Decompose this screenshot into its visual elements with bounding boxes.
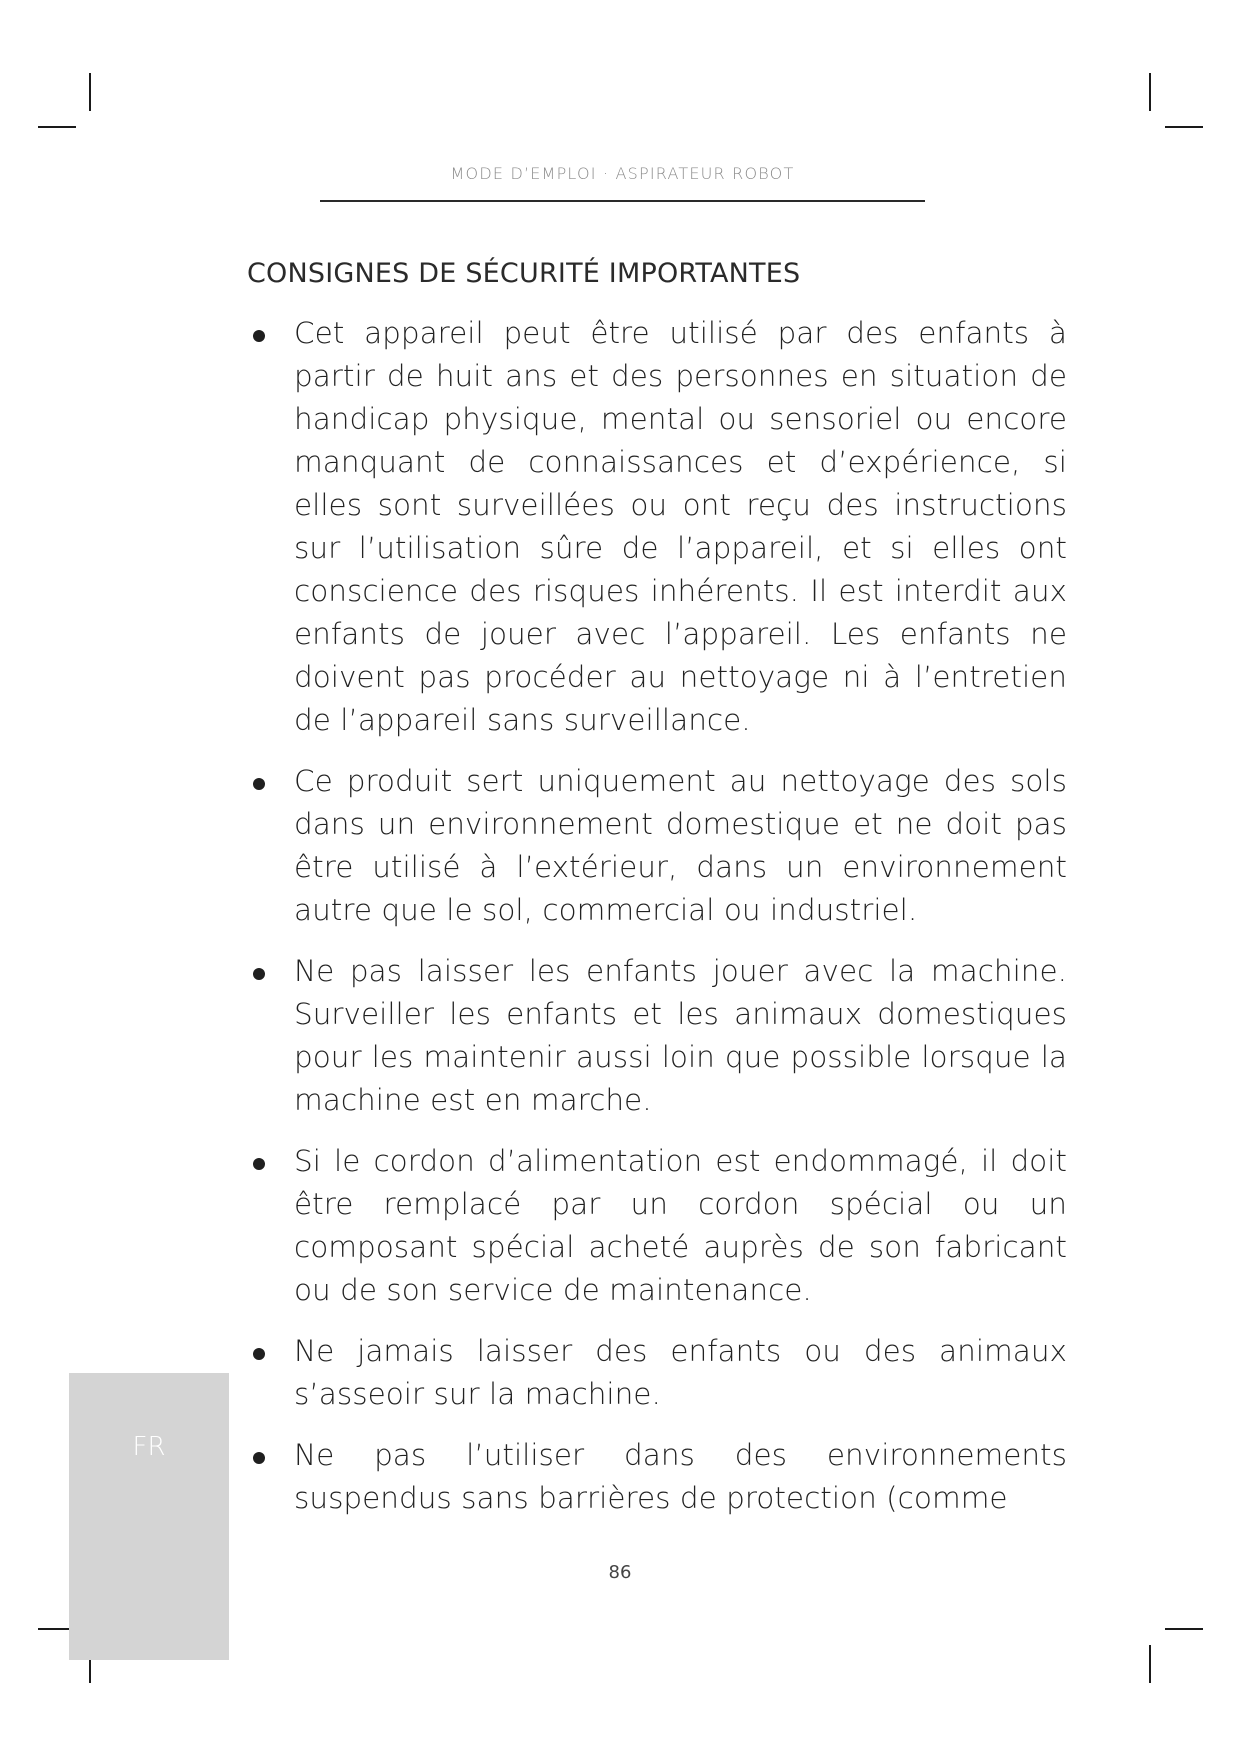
page-number: 86 bbox=[608, 1562, 632, 1583]
language-tab bbox=[69, 1373, 229, 1660]
section-heading: CONSIGNES DE SÉCURITÉ IMPORTANTES bbox=[247, 258, 801, 289]
language-label: FR bbox=[132, 1432, 166, 1462]
bullet-icon bbox=[253, 1348, 265, 1360]
list-item bbox=[247, 950, 1067, 1122]
safety-instructions-list bbox=[247, 312, 1067, 1538]
bullet-icon bbox=[253, 968, 265, 980]
bullet-icon bbox=[253, 330, 265, 342]
crop-mark-top-left-horizontal bbox=[38, 126, 76, 128]
crop-mark-top-right-vertical bbox=[1149, 73, 1151, 111]
list-item-text: Si le cordon d’alimentation est endommagé, il doit être remplacé par un cordon spécial ou un composant spécial acheté auprès de son fabricant ou de son service de maintenance. bbox=[294, 1144, 1067, 1307]
list-item bbox=[247, 1140, 1067, 1312]
header-rule bbox=[320, 200, 925, 202]
crop-mark-bottom-right-horizontal bbox=[1165, 1628, 1203, 1630]
list-item-text: Ne jamais laisser des enfants ou des animaux s’asseoir sur la machine. bbox=[294, 1334, 1067, 1411]
bullet-icon bbox=[253, 778, 265, 790]
list-item-text: Ne pas l’utiliser dans des environnements suspendus sans barrières de protection (comme bbox=[294, 1438, 1067, 1515]
list-item bbox=[247, 312, 1067, 742]
list-item bbox=[247, 1434, 1067, 1520]
list-item bbox=[247, 760, 1067, 932]
list-item bbox=[247, 1330, 1067, 1416]
list-item-text: Ne pas laisser les enfants jouer avec la machine. Surveiller les enfants et les animaux domestiques pour les maintenir aussi loin que possible lorsque la machine est en marche. bbox=[294, 954, 1067, 1117]
list-item-text: Ce produit sert uniquement au nettoyage des sols dans un environnement domestique et ne doit pas être utilisé à l’extérieur, dans un environnement autre que le sol, commercial ou industriel. bbox=[294, 764, 1067, 927]
running-header: MODE D’EMPLOI · ASPIRATEUR ROBOT bbox=[450, 164, 795, 183]
bullet-icon bbox=[253, 1452, 265, 1464]
crop-mark-top-left-vertical bbox=[89, 73, 91, 111]
list-item-text: Cet appareil peut être utilisé par des enfants à partir de huit ans et des personnes en situation de handicap physique, mental ou sensoriel ou encore manquant de connaissances et d’expérience, si elles sont surveillées ou ont reçu des instructions sur l’utilisation sûre de l’appareil, et si elles ont conscience des risques inhérents. Il est interdit aux enfants de jouer avec l’appareil. Les enfants ne doivent pas procéder au nettoyage ni à l’entretien de l’appareil sans surveillance. bbox=[294, 316, 1067, 737]
crop-mark-top-right-horizontal bbox=[1165, 126, 1203, 128]
bullet-icon bbox=[253, 1158, 265, 1170]
crop-mark-bottom-right-vertical bbox=[1149, 1645, 1151, 1683]
